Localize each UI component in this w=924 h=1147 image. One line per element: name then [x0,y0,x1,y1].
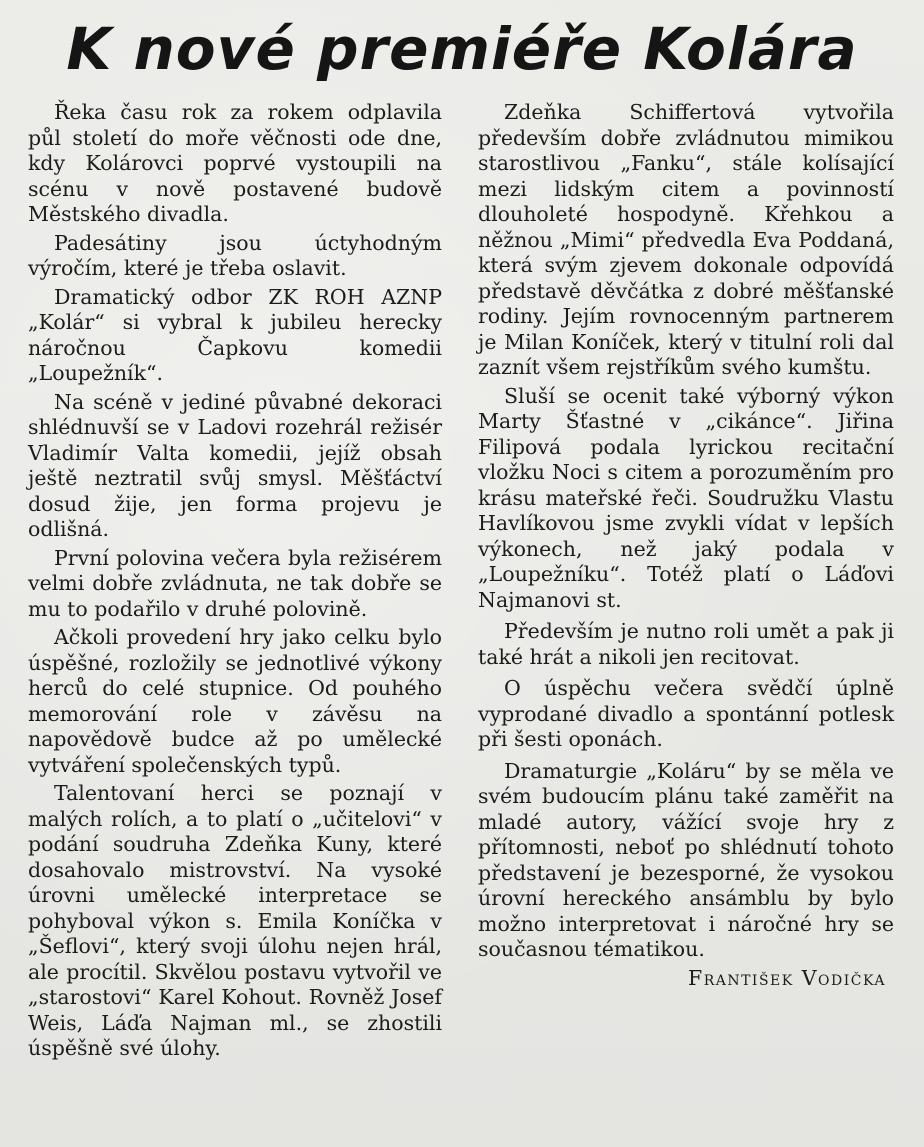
paragraph: Talentovaní herci se poznají v malých rolích, a to platí o „učitelovi“ v podání soudruha Zdeňka Kuny, které dosahovalo mistrovství. Na vysoké úrovni umělecké interpretace se pohyboval výkon s. Emila Koníčka v „Šeflovi“, který svoji úlohu nejen hrál, ale procítil. Skvělou postavu vytvořil ve „starostovi“ Karel Kohout. Rovněž Josef Weis, Láďa Najman ml., se zhostili úspěšně své úlohy. [28,781,442,1060]
paragraph: Na scéně v jediné půvabné dekoraci shlédnuvší se v Ladovi rozehrál režisér Vladimír Valta komedii, jejíž obsah ještě neztratil svůj smysl. Měšťáctví dosud žije, jen forma projevu je odlišná. [28,389,442,541]
paragraph: Dramaturgie „Koláru“ by se měla ve svém budoucím plánu také zaměřit na mladé autory, vážící svoje hry z přítomnosti, neboť po shlédnutí tohoto představení je bezesporné, že vysokou úrovní hereckého ansámblu by bylo možno interpretovat i náročné hry se současnou tématikou. [478,758,894,961]
paragraph: Ačkoli provedení hry jako celku bylo úspěšné, rozložily se jednotlivé výkony herců do celé stupnice. Od pouhého memorování role v závěsu na napovědově budce až po umělecké vytváření společenských typů. [28,625,442,777]
paragraph: Především je nutno roli umět a pak ji také hrát a nikoli jen recitovat. [478,619,894,669]
paragraph: O úspěchu večera svědčí úplně vyprodané divadlo a spontánní potlesk při šesti oponách. [478,676,894,751]
paragraph: Dramatický odbor ZK ROH AZNP „Kolár“ si vybral k jubileu herecky náročnou Čapkovu komedii „Loupežník“. [28,284,442,385]
article-column-left [28,100,442,1065]
paragraph: První polovina večera byla režisérem velmi dobře zvládnuta, ne tak dobře se mu to podařilo v druhé polovině. [28,545,442,621]
paragraph: Sluší se ocenit také výborný výkon Marty Šťastné v „cikánce“. Jiřina Filipová podala lyrickou recitační vložku Noci s citem a porozuměním pro krásu mateřské řeči. Soudružku Vlastu Havlíkovou jsme zvykli vídat v lepších výkonech, než jaký podala v „Loupežníku“. Totéž platí o Láďovi Najmanovi st. [478,383,894,612]
article-column-right [478,100,894,994]
article-headline: K nové premiéře Kolára [66,15,858,83]
paragraph: Padesátiny jsou úctyhodným výročím, které je třeba oslavit. [28,230,442,280]
author-signature: František Vodička [687,965,886,990]
paragraph: Zdeňka Schiffertová vytvořila především dobře zvládnutou mimikou starostlivou „Fanku“, stále kolísající mezi lidským citem a povinností dlouholeté hospodyně. Křehkou a něžnou „Mimi“ předvedla Eva Poddaná, která svým zjevem dokonale odpovídá představě děvčátka z dobré měšťanské rodiny. Jejím rovnocenným partnerem je Milan Koníček, který v titulní roli dal zaznít všem rejstříkům svého kumštu. [478,100,894,379]
paragraph: Řeka času rok za rokem odplavila půl století do moře věčnosti ode dne, kdy Kolárovci poprvé vystoupili na scénu v nově postavené budově Městského divadla. [28,100,442,226]
